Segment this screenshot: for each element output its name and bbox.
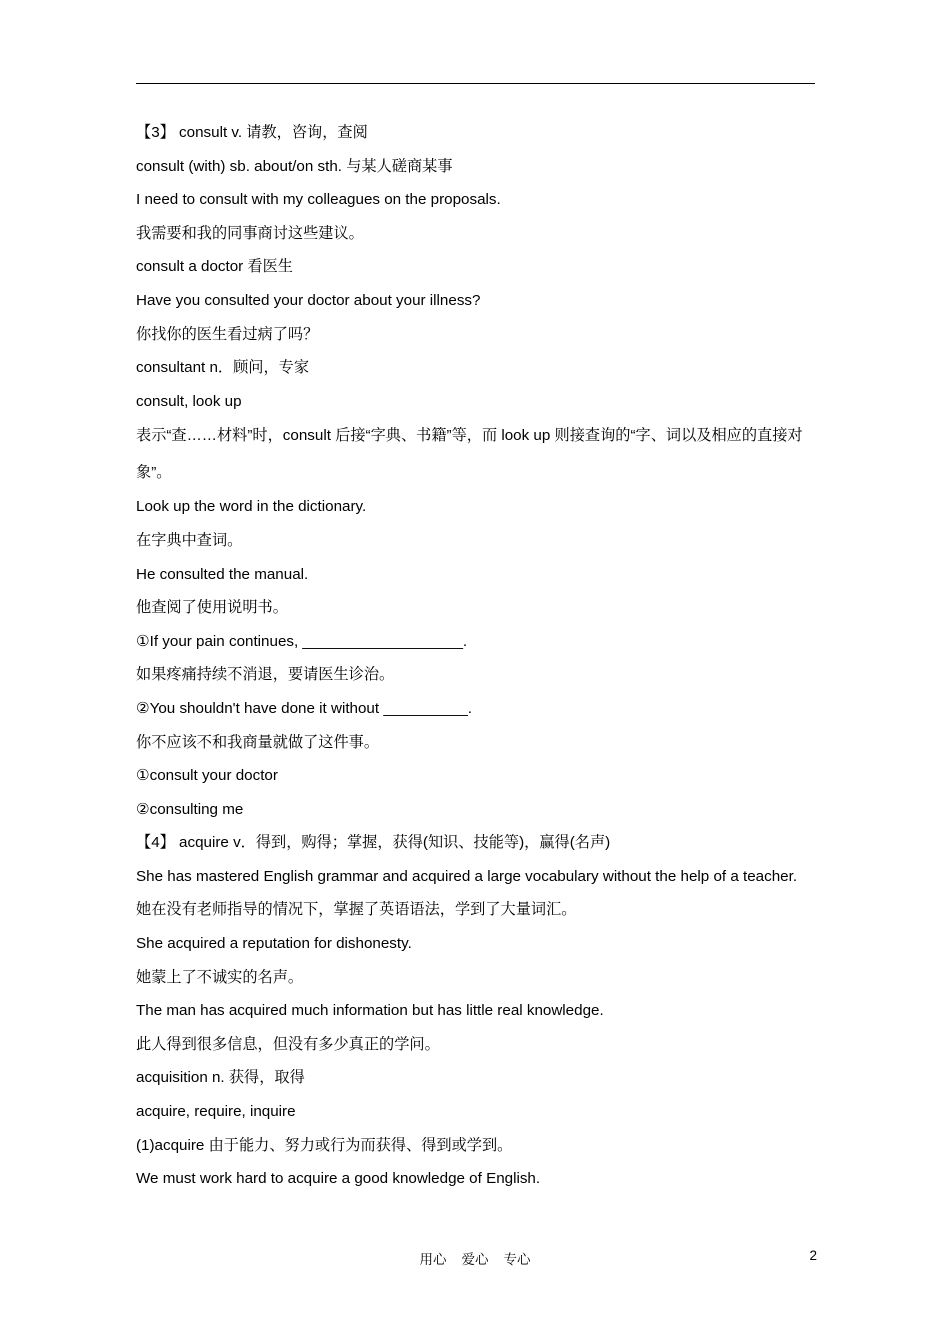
- text-line: acquire, require, inquire: [136, 1103, 296, 1121]
- text-line: consult a doctor 看医生: [136, 258, 293, 276]
- page-number: 2: [809, 1248, 817, 1263]
- exercise-line: ①If your pain continues, ___________________.: [136, 632, 468, 650]
- text-line: acquisition n. 获得，取得: [136, 1069, 305, 1087]
- header-rule: [136, 83, 815, 84]
- example-sentence: The man has acquired much information but has little real knowledge.: [136, 1002, 604, 1020]
- answer-line: ①consult your doctor: [136, 767, 278, 785]
- example-sentence: We must work hard to acquire a good knowledge of English.: [136, 1170, 541, 1188]
- translation-line: 她蒙上了不诚实的名声。: [136, 968, 304, 986]
- translation-line: 她在没有老师指导的情况下，掌握了英语语法，学到了大量词汇。: [136, 901, 577, 919]
- text-line: consult (with) sb. about/on sth. 与某人磋商某事: [136, 157, 453, 175]
- text-line: consultant n．顾问，专家: [136, 359, 310, 377]
- example-sentence: I need to consult with my colleagues on the proposals.: [136, 191, 501, 209]
- exercise-line: ②You shouldn't have done it without __________.: [136, 699, 473, 717]
- heading-acquire: 【4】 acquire v．得到，购得；掌握，获得(知识、技能等)，赢得(名声): [136, 834, 611, 852]
- text-line: (1)acquire 由于能力、努力或行为而获得、得到或学到。: [136, 1136, 513, 1154]
- translation-line: 你找你的医生看过病了吗？: [136, 325, 319, 343]
- heading-consult: 【3】 consult v. 请教，咨询，查阅: [136, 124, 368, 141]
- example-sentence: Look up the word in the dictionary.: [136, 498, 367, 516]
- translation-line: 如果疼痛持续不消退，要请医生诊治。: [136, 666, 395, 684]
- text-line: consult, look up: [136, 392, 242, 410]
- translation-line: 你不应该不和我商量就做了这件事。: [136, 733, 379, 751]
- answer-line: ②consulting me: [136, 800, 244, 818]
- example-sentence: She has mastered English grammar and acquired a large vocabulary without the help of a teacher.: [136, 867, 798, 885]
- explanation-paragraph: 表示“查……材料”时，consult 后接“字典、书籍”等，而 look up 则接查询的“字、词以及相应的直接对象”。: [136, 427, 803, 482]
- translation-line: 在字典中查词。: [136, 531, 243, 549]
- example-sentence: Have you consulted your doctor about your illness?: [136, 291, 481, 309]
- translation-line: 我需要和我的同事商讨这些建议。: [136, 224, 364, 242]
- footer-motto: 用心 爱心 专心: [419, 1252, 531, 1267]
- translation-line: 此人得到很多信息，但没有多少真正的学问。: [136, 1035, 440, 1053]
- document-body: [136, 123, 815, 1203]
- example-sentence: He consulted the manual.: [136, 565, 309, 583]
- example-sentence: She acquired a reputation for dishonesty.: [136, 935, 412, 953]
- translation-line: 他查阅了使用说明书。: [136, 599, 288, 617]
